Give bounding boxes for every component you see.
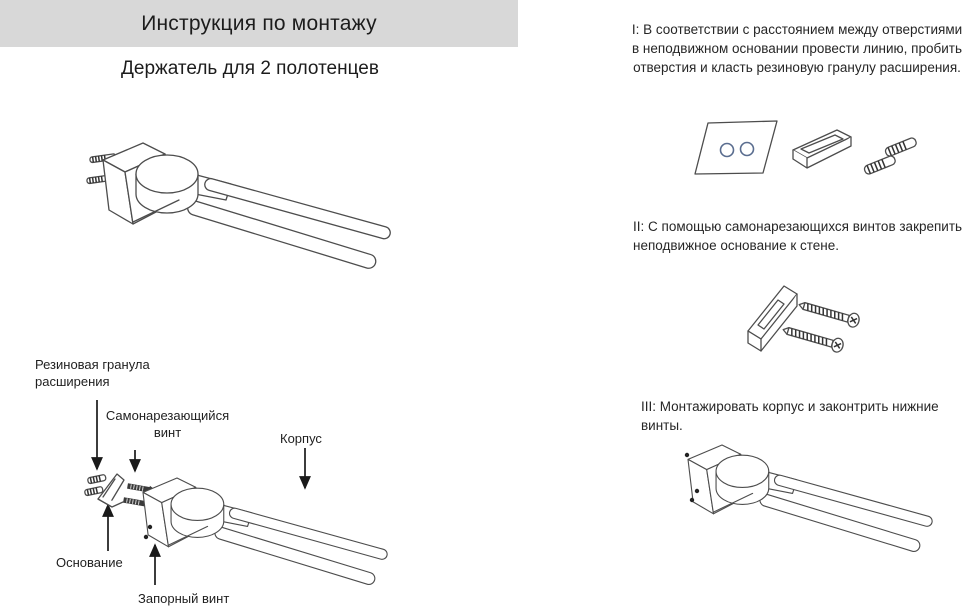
label-base: Основание <box>56 555 123 570</box>
base-frame-icon <box>793 130 851 168</box>
assembled-holder-illustration <box>83 136 403 288</box>
label-locking-screw: Запорный винт <box>138 591 230 606</box>
towel-holder-body <box>688 445 933 553</box>
towel-holder-body <box>143 478 388 586</box>
label-rubber-granule: Резиновая гранула расширения <box>35 357 150 389</box>
step-1-text: I: В соответствии с расстоянием между отверстиями в неподвижном основании провести линию, пробить отверстия и класть резиновую гранулу расширения. <box>631 22 963 76</box>
step-2-illustration <box>740 275 905 370</box>
step-1-illustration <box>693 108 955 208</box>
product-subtitle: Держатель для 2 полотенцев <box>121 58 379 79</box>
drill-hole-icon <box>741 143 754 156</box>
page-title: Инструкция по монтажу <box>141 11 377 35</box>
wall-plate-icon <box>695 121 777 174</box>
base-block-icon <box>748 286 797 351</box>
towel-holder-body <box>103 143 392 270</box>
step-2-text: II: С помощью самонарезающихся винтов закрепить неподвижное основание к стене. <box>633 219 963 254</box>
exploded-view <box>30 355 470 610</box>
expansion-anchor-icon <box>863 137 917 175</box>
header-bar <box>0 0 518 47</box>
label-body: Корпус <box>280 431 322 446</box>
drill-hole-icon <box>721 144 734 157</box>
step-3-text: III: Монтажировать корпус и законтрить нижние винты. <box>641 399 939 434</box>
label-self-tapping-screw: Самонарезающийся винт <box>105 408 230 440</box>
step-3-illustration <box>645 435 965 610</box>
